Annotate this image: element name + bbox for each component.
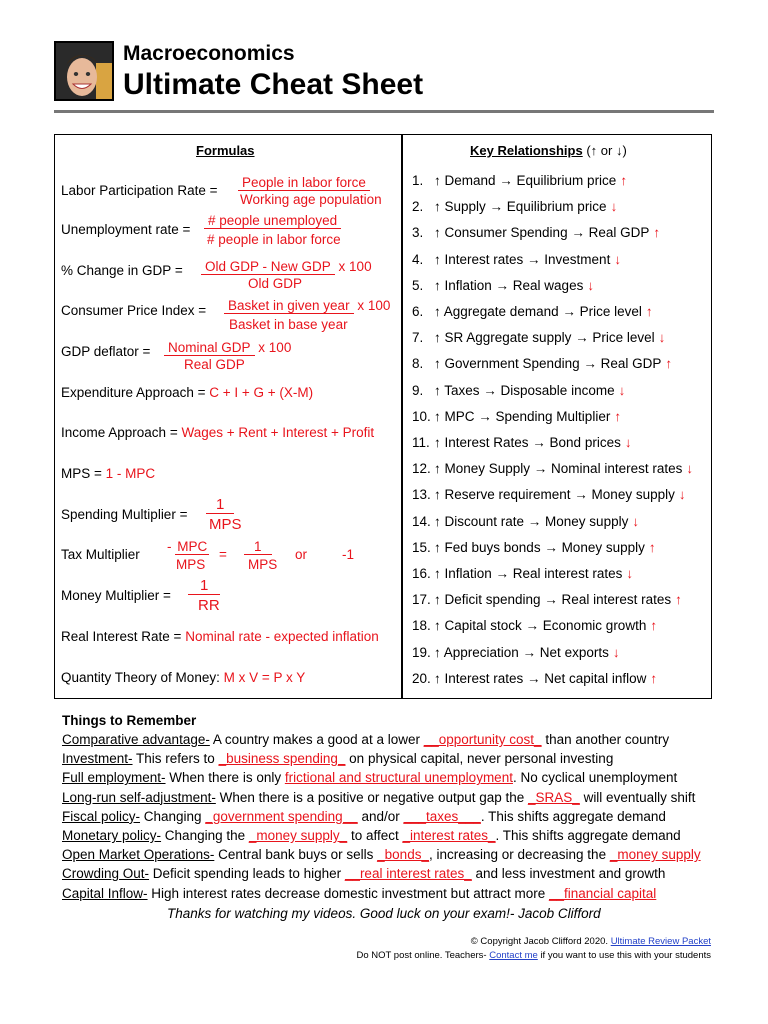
relationship-number: 15. xyxy=(412,539,431,555)
relationship-number: 2. xyxy=(412,199,424,215)
remember-text: When there is only xyxy=(165,770,285,786)
relationship-item xyxy=(412,461,693,476)
relationship-answer-arrow: ↑ xyxy=(650,618,658,634)
remember-line xyxy=(62,751,613,766)
relationship-answer-arrow: ↓ xyxy=(618,382,626,398)
remember-line xyxy=(62,732,669,747)
relationship-answer-arrow: ↓ xyxy=(587,277,595,293)
relationship-item xyxy=(412,173,627,188)
relationship-answer-arrow: ↓ xyxy=(612,644,620,660)
labor-participation-numerator: People in labor force xyxy=(238,175,370,191)
cpi-label: Consumer Price Index = xyxy=(61,303,207,318)
remember-line xyxy=(62,866,665,881)
relationship-item xyxy=(412,566,633,581)
author-photo xyxy=(54,41,114,101)
remember-heading: Things to Remember xyxy=(62,713,197,728)
relationship-item xyxy=(412,225,660,240)
relationship-text: ↑ Capital stock → Economic growth xyxy=(434,618,647,634)
relationship-item xyxy=(412,409,621,424)
relationship-number: 16. xyxy=(412,566,431,581)
relationship-answer-arrow: ↓ xyxy=(614,251,622,267)
remember-text: When there is a positive or negative output gap the xyxy=(215,789,529,805)
cpi-denominator: Basket in base year xyxy=(229,317,348,332)
money-multiplier-numerator: 1 xyxy=(188,577,220,595)
real-interest-rate: Real Interest Rate = Nominal rate - expected inflation xyxy=(61,629,379,644)
unemployment-denominator: # people in labor force xyxy=(207,232,341,247)
relationship-number: 1. xyxy=(412,173,424,188)
relationship-text: ↑ Fed buys bonds → Money supply xyxy=(434,539,645,555)
relationship-answer-arrow: ↓ xyxy=(658,330,666,346)
remember-text: Changing the xyxy=(161,828,249,843)
remember-line xyxy=(62,847,701,862)
remember-answer: _money supply_ xyxy=(248,828,348,843)
ultimate-review-packet-link[interactable]: Ultimate Review Packet xyxy=(610,936,711,947)
relationship-answer-arrow: ↑ xyxy=(614,408,622,424)
relationship-item xyxy=(412,487,686,502)
relationship-item xyxy=(412,592,682,607)
remember-text: . No cyclical unemployment xyxy=(512,770,678,786)
remember-answer: _bonds_ xyxy=(377,847,429,863)
relationship-answer-arrow: ↓ xyxy=(686,461,694,477)
relationship-text: ↑ Inflation → Real wages xyxy=(434,277,584,293)
remember-answer: __real interest rates_ xyxy=(344,866,472,882)
tax-multiplier-alt: -1 xyxy=(342,547,355,562)
remember-term: Investment- xyxy=(62,751,133,767)
money-multiplier-denominator: RR xyxy=(198,597,220,614)
relationships-heading: Key Relationships (↑ or ↓) xyxy=(470,143,627,158)
unemployment-label: Unemployment rate = xyxy=(61,222,191,237)
relationship-text: ↑ Aggregate demand → Price level xyxy=(434,304,642,319)
relationship-text: ↑ Interest Rates → Bond prices xyxy=(434,435,621,450)
relationship-answer-arrow: ↑ xyxy=(665,356,673,372)
remember-text: This refers to xyxy=(132,751,219,767)
remember-answer: ___taxes___ xyxy=(403,808,481,824)
spending-multiplier-label: Spending Multiplier = xyxy=(61,507,188,522)
relationship-text: ↑ Deficit spending → Real interest rates xyxy=(434,592,672,608)
relationship-answer-arrow: ↑ xyxy=(675,592,682,608)
remember-text: Deficit spending leads to higher xyxy=(149,866,345,882)
relationship-answer-arrow: ↑ xyxy=(620,173,628,188)
relationship-text: ↑ Consumer Spending → Real GDP xyxy=(434,225,650,241)
formulas-heading: Formulas xyxy=(196,143,255,158)
remember-text: A country makes a good at a lower xyxy=(209,732,424,747)
relationship-number: 8. xyxy=(412,356,424,372)
remember-term: Monetary policy- xyxy=(62,828,162,843)
remember-text: , increasing or decreasing the xyxy=(428,847,610,863)
remember-term: Fiscal policy- xyxy=(62,808,141,824)
relationship-answer-arrow: ↓ xyxy=(610,199,618,215)
relationship-answer-arrow: ↓ xyxy=(678,487,686,503)
remember-term: Comparative advantage- xyxy=(62,732,210,747)
relationship-item xyxy=(412,383,625,398)
remember-text: to affect xyxy=(347,828,403,843)
remember-text: on physical capital, never personal investing xyxy=(345,751,614,767)
remember-answer: __financial capital xyxy=(548,885,657,901)
relationship-number: 12. xyxy=(412,461,431,477)
relationship-text: ↑ Appreciation → Net exports xyxy=(434,644,609,660)
remember-text: and less investment and growth xyxy=(471,866,666,882)
tax-multiplier-label: Tax Multiplier xyxy=(61,547,140,562)
relationship-number: 4. xyxy=(412,251,424,267)
relationship-answer-arrow: ↑ xyxy=(653,225,661,241)
quantity-theory: Quantity Theory of Money: M x V = P x Y xyxy=(61,670,306,685)
relationship-item xyxy=(412,645,620,660)
expenditure-approach: Expenditure Approach = C + I + G + (X-M) xyxy=(61,385,314,400)
relationship-item xyxy=(412,330,665,345)
spending-multiplier-numerator: 1 xyxy=(206,496,234,514)
remember-line xyxy=(62,770,677,785)
labor-participation-denominator: Working age population xyxy=(240,192,382,207)
remember-answer: __opportunity cost_ xyxy=(423,732,542,747)
remember-line xyxy=(62,809,666,824)
remember-term: Capital Inflow- xyxy=(62,885,148,901)
relationship-item xyxy=(412,671,657,686)
remember-answer: _interest rates_ xyxy=(402,828,496,843)
remember-answer: _SRAS_ xyxy=(528,789,580,805)
remember-term: Full employment- xyxy=(62,770,166,786)
relationship-answer-arrow: ↓ xyxy=(626,566,634,581)
relationship-item xyxy=(412,514,639,529)
page-title: Ultimate Cheat Sheet xyxy=(123,68,424,101)
relationship-item xyxy=(412,356,672,371)
cpi-numerator: Basket in given year x 100 xyxy=(224,298,390,314)
relationship-answer-arrow: ↑ xyxy=(645,304,653,319)
relationship-answer-arrow: ↑ xyxy=(650,670,658,686)
remember-line xyxy=(62,828,681,843)
copyright-line: © Copyright Jacob Clifford 2020. Ultimate Review Packet xyxy=(470,936,711,947)
relationship-text: ↑ Interest rates → Net capital inflow xyxy=(434,670,647,686)
relationship-number: 6. xyxy=(412,304,424,319)
pct-change-gdp-numerator: Old GDP - New GDP x 100 xyxy=(201,259,372,275)
remember-text: Central bank buys or sells xyxy=(214,847,378,863)
relationship-number: 18. xyxy=(412,618,431,634)
remember-text: will eventually shift xyxy=(579,789,696,805)
relationship-number: 5. xyxy=(412,277,424,293)
remember-answer: frictional and structural unemployment xyxy=(284,770,513,786)
relationship-answer-arrow: ↑ xyxy=(648,539,656,555)
relationship-item xyxy=(412,618,657,633)
gdp-deflator-denominator: Real GDP xyxy=(184,357,245,372)
relationship-item xyxy=(412,540,656,555)
contact-me-link[interactable]: Contact me xyxy=(489,950,538,961)
tax-multiplier-numerator-2: 1 xyxy=(244,539,272,555)
tax-multiplier-denominator-2: MPS xyxy=(248,557,278,572)
tax-multiplier-denominator: MPS xyxy=(176,557,206,572)
relationship-number: 10. xyxy=(412,408,431,424)
relationship-text: ↑ MPC → Spending Multiplier xyxy=(434,408,611,424)
relationship-text: ↑ Supply → Equilibrium price xyxy=(434,199,607,215)
relationship-number: 11. xyxy=(412,435,430,450)
spending-multiplier-denominator: MPS xyxy=(209,516,242,533)
relationship-item xyxy=(412,304,653,319)
relationship-text: ↑ Inflation → Real interest rates xyxy=(434,566,623,581)
pct-change-gdp-denominator: Old GDP xyxy=(248,276,303,291)
remember-line xyxy=(62,790,695,805)
relationship-item xyxy=(412,278,594,293)
relationship-text: ↑ Government Spending → Real GDP xyxy=(434,356,662,372)
notice-line: Do NOT post online. Teachers- Contact me if you want to use this with your students xyxy=(356,950,711,961)
mps-formula: MPS = 1 - MPC xyxy=(61,466,156,481)
remember-text: and/or xyxy=(357,808,404,824)
column-divider xyxy=(401,134,403,699)
relationship-number: 20. xyxy=(412,670,431,686)
relationship-number: 3. xyxy=(412,225,424,241)
remember-answer: _business spending_ xyxy=(218,751,346,767)
relationship-item xyxy=(412,252,621,267)
labor-participation-label: Labor Participation Rate = xyxy=(61,183,218,198)
remember-term: Long-run self-adjustment- xyxy=(62,789,216,805)
relationship-item xyxy=(412,435,632,450)
relationship-text: ↑ Interest rates → Investment xyxy=(434,251,611,267)
remember-text: Changing xyxy=(140,808,206,824)
tax-multiplier-equals: = xyxy=(219,547,227,562)
relationship-number: 17. xyxy=(412,592,431,608)
remember-text: High interest rates decrease domestic investment but attract more xyxy=(147,885,549,901)
remember-line xyxy=(62,886,656,901)
remember-text: . This shifts aggregate demand xyxy=(480,808,666,824)
relationship-answer-arrow: ↓ xyxy=(632,513,640,529)
relationship-text: ↑ Taxes → Disposable income xyxy=(434,382,615,398)
income-approach: Income Approach = Wages + Rent + Interest + Profit xyxy=(61,425,375,440)
thanks-note: Thanks for watching my videos. Good luck on your exam!- Jacob Clifford xyxy=(167,906,601,921)
relationship-number: 7. xyxy=(412,330,424,346)
remember-answer: _money supply xyxy=(609,847,701,863)
header-rule xyxy=(54,110,714,113)
gdp-deflator-label: GDP deflator = xyxy=(61,344,151,359)
tax-multiplier-numerator: - MPC xyxy=(167,539,208,554)
relationship-item xyxy=(412,199,617,214)
relationship-text: ↑ Reserve requirement → Money supply xyxy=(434,487,675,503)
relationship-number: 13. xyxy=(412,487,431,503)
remember-text: . This shifts aggregate demand xyxy=(495,828,681,843)
relationship-text: ↑ SR Aggregate supply → Price level xyxy=(434,330,655,346)
remember-answer: _government spending__ xyxy=(205,808,358,824)
relationship-answer-arrow: ↓ xyxy=(624,435,632,450)
remember-term: Open Market Operations- xyxy=(62,847,215,863)
relationship-number: 19. xyxy=(412,644,431,660)
remember-term: Crowding Out- xyxy=(62,866,150,882)
unemployment-numerator: # people unemployed xyxy=(204,213,341,229)
relationship-text: ↑ Money Supply → Nominal interest rates xyxy=(434,461,683,477)
pct-change-gdp-label: % Change in GDP = xyxy=(61,263,183,278)
gdp-deflator-numerator: Nominal GDP x 100 xyxy=(164,340,291,356)
relationship-number: 14. xyxy=(412,513,431,529)
relationship-text: ↑ Discount rate → Money supply xyxy=(434,513,629,529)
money-multiplier-label: Money Multiplier = xyxy=(61,588,171,603)
relationship-number: 9. xyxy=(412,382,424,398)
relationship-text: ↑ Demand → Equilibrium price xyxy=(434,173,617,188)
subtitle: Macroeconomics xyxy=(123,42,295,65)
remember-text: than another country xyxy=(541,732,670,747)
tax-multiplier-or: or xyxy=(295,547,308,562)
